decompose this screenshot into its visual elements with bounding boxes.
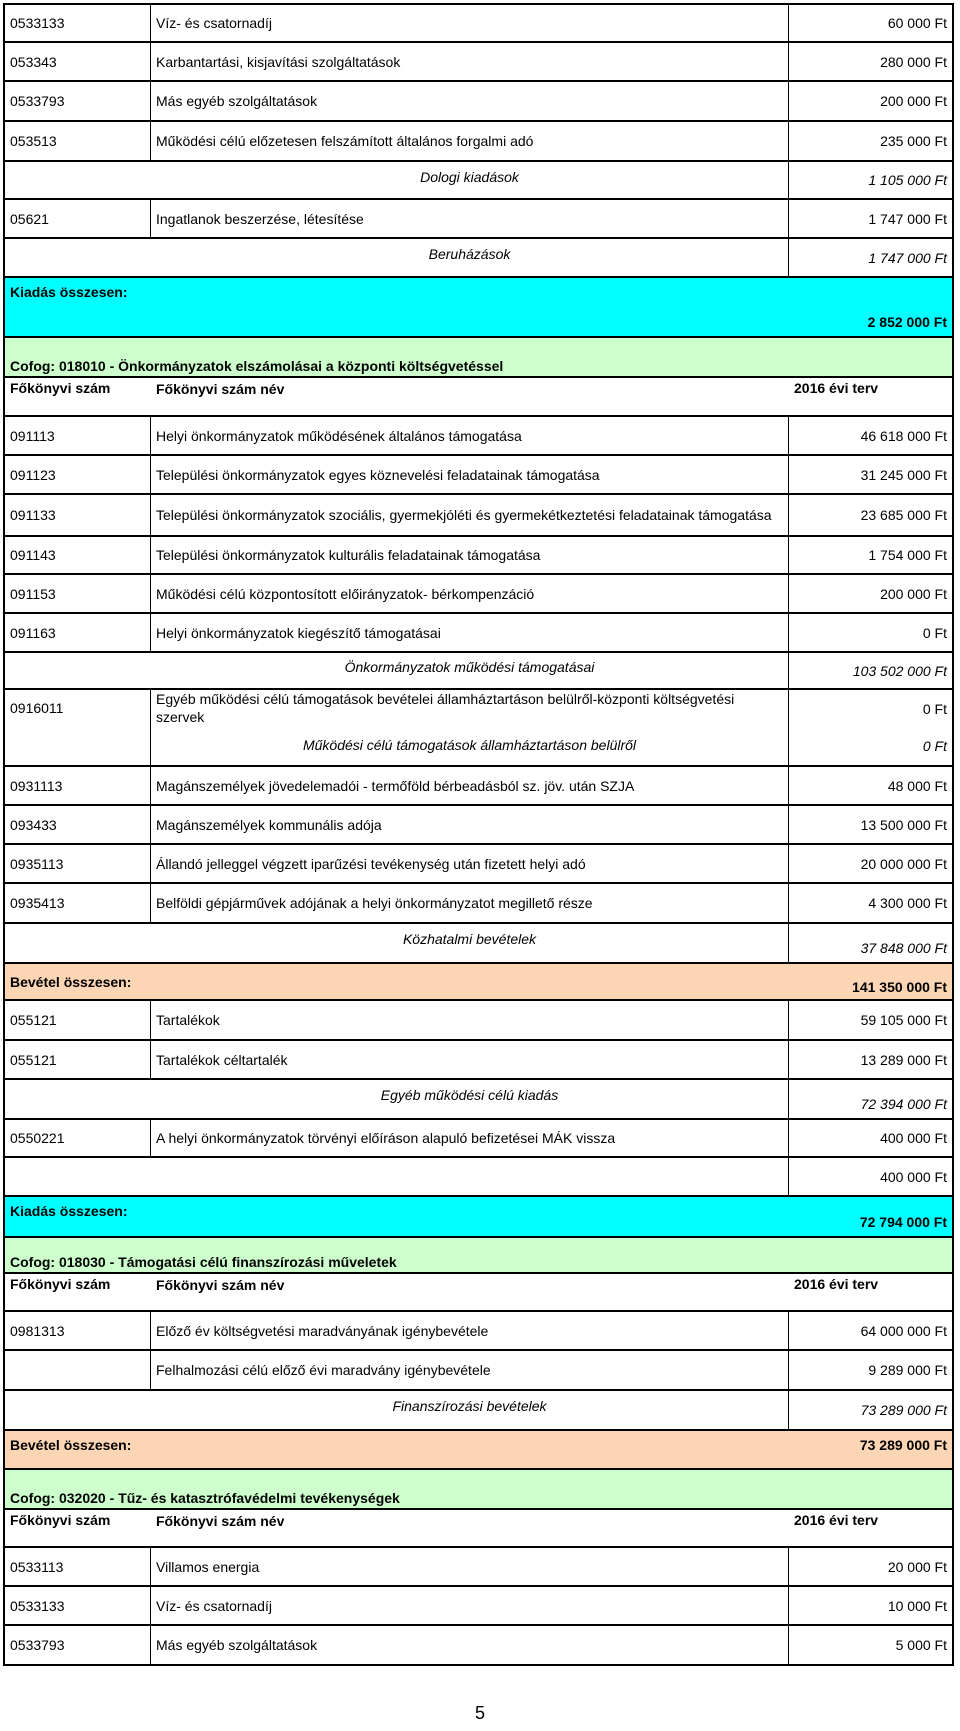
amount: 9 289 000 Ft xyxy=(868,1362,947,1378)
table-row xyxy=(3,1548,954,1587)
account-code: 0931113 xyxy=(5,767,151,804)
table-row xyxy=(3,200,954,239)
subtotal-amount: 0 Ft xyxy=(922,738,947,755)
amount: 46 618 000 Ft xyxy=(860,427,947,444)
amount: 20 000 000 Ft xyxy=(860,855,947,872)
account-name: A helyi önkormányzatok törvényi előíráson alapuló befizetései MÁK vissza xyxy=(151,1120,789,1156)
subtotal-row xyxy=(3,653,954,690)
revenue-total-row xyxy=(3,1431,954,1470)
subtotal-amount: 1 747 000 Ft xyxy=(868,249,947,266)
amount: 13 500 000 Ft xyxy=(860,816,947,833)
account-name: Ingatlanok beszerzése, létesítése xyxy=(151,200,789,237)
amount: 10 000 Ft xyxy=(887,1597,947,1614)
table-row xyxy=(3,417,954,456)
amount: 64 000 000 Ft xyxy=(860,1322,947,1339)
account-code: 091153 xyxy=(5,575,151,612)
account-name: Települési önkormányzatok egyes köznevelési feladatainak támogatása xyxy=(151,456,789,493)
amount: 200 000 Ft xyxy=(880,585,947,602)
account-code: 0981313 xyxy=(5,1312,151,1349)
account-name: Települési önkormányzatok szociális, gyermekjóléti és gyermekétkeztetési feladatainak támogatása xyxy=(151,495,789,535)
column-header-row xyxy=(3,376,954,417)
subtotal-label: Önkormányzatok működési támogatásai xyxy=(151,653,789,688)
subtotal-amount: 1 105 000 Ft xyxy=(868,172,947,188)
account-name: Egyéb működési célú támogatások bevételei államháztartáson belülről-központi költségvetési szervek xyxy=(156,691,735,725)
account-name: Magánszemélyek jövedelemadói - termőföld bérbeadásból sz. jöv. után SZJA xyxy=(151,767,789,804)
table-row xyxy=(3,122,954,162)
subtotal-label: Beruházások xyxy=(151,239,789,276)
account-code: 055121 xyxy=(5,1001,151,1039)
amount: 1 747 000 Ft xyxy=(868,210,947,227)
amount: 59 105 000 Ft xyxy=(860,1012,947,1028)
total-amount: 2 852 000 Ft xyxy=(867,314,947,330)
account-name: Állandó jelleggel végzett iparűzési tevékenység után fizetett helyi adó xyxy=(151,845,789,882)
table-row xyxy=(3,806,954,845)
amount: 48 000 Ft xyxy=(887,777,947,794)
table-row xyxy=(3,1120,954,1158)
subtotal-label: Egyéb működési célú kiadás xyxy=(151,1080,789,1118)
account-code: 0533793 xyxy=(5,1626,151,1664)
account-name: Más egyéb szolgáltatások xyxy=(151,1626,789,1664)
amount: 400 000 Ft xyxy=(880,1130,947,1146)
account-name: Víz- és csatornadíj xyxy=(151,1587,789,1624)
subtotal-label: Közhatalmi bevételek xyxy=(151,924,789,962)
table-row xyxy=(3,614,954,653)
account-name: Belföldi gépjárművek adójának a helyi önkormányzatot megillető része xyxy=(151,884,789,922)
column-header-name: Főkönyvi szám név xyxy=(156,1513,285,1529)
revenue-total-row xyxy=(3,964,954,1001)
table-row xyxy=(3,884,954,924)
column-header-code: Főkönyvi szám xyxy=(10,1276,111,1292)
page-number: 5 xyxy=(474,1703,485,1723)
amount: 280 000 Ft xyxy=(880,53,947,70)
cofog-title: Cofog: 018030 - Támogatási célú finanszírozási műveletek xyxy=(10,1254,397,1270)
account-code: 091163 xyxy=(5,614,151,651)
table-row xyxy=(3,456,954,495)
subtotal-amount: 103 502 000 Ft xyxy=(852,662,947,679)
amount: 200 000 Ft xyxy=(880,93,947,109)
account-code: 0533133 xyxy=(5,5,151,41)
cofog-title: Cofog: 018010 - Önkormányzatok elszámolásai a központi költségvetéssel xyxy=(10,358,504,374)
amount: 20 000 Ft xyxy=(887,1558,947,1575)
table-row xyxy=(3,767,954,806)
amount: 0 Ft xyxy=(922,700,947,717)
column-header-amount: 2016 évi terv xyxy=(794,1512,879,1528)
account-code: 091133 xyxy=(5,495,151,535)
table-row xyxy=(3,82,954,122)
column-header-code: Főkönyvi szám xyxy=(10,380,111,396)
account-name: Más egyéb szolgáltatások xyxy=(151,82,789,120)
column-header-name: Főkönyvi szám név xyxy=(156,381,285,397)
table-row xyxy=(3,1626,954,1666)
account-name: Települési önkormányzatok kulturális feladatainak támogatása xyxy=(151,537,789,573)
account-name: Működési célú előzetesen felszámított általános forgalmi adó xyxy=(151,122,789,160)
table-row-merged xyxy=(3,690,954,767)
subtotal-amount: 72 394 000 Ft xyxy=(860,1096,947,1112)
account-code: 091123 xyxy=(5,456,151,493)
total-amount: 73 289 000 Ft xyxy=(859,1437,947,1453)
subtotal-label: Finanszírozási bevételek xyxy=(151,1391,789,1429)
subtotal-row xyxy=(3,1080,954,1120)
subtotal-row xyxy=(3,1158,954,1197)
total-amount: 141 350 000 Ft xyxy=(852,979,947,995)
amount: 60 000 Ft xyxy=(887,15,947,31)
column-header-row xyxy=(3,1272,954,1312)
expense-total-row xyxy=(3,1197,954,1238)
cofog-header xyxy=(3,1470,954,1508)
table-row xyxy=(3,3,954,43)
amount: 5 000 Ft xyxy=(895,1637,947,1653)
amount: 0 Ft xyxy=(922,624,947,641)
subtotal-row xyxy=(3,162,954,200)
account-name: Helyi önkormányzatok kiegészítő támogatásai xyxy=(151,614,789,651)
table-row xyxy=(3,1041,954,1080)
account-name: Villamos energia xyxy=(151,1548,789,1585)
cofog-header xyxy=(3,338,954,376)
total-label: Kiadás összesen: xyxy=(10,284,128,300)
cofog-title: Cofog: 032020 - Tűz- és katasztrófavédelmi tevékenységek xyxy=(10,1490,400,1506)
expense-total-row xyxy=(3,278,954,338)
account-name: Tartalékok céltartalék xyxy=(151,1041,789,1078)
amount: 13 289 000 Ft xyxy=(860,1051,947,1068)
subtotal-row xyxy=(3,239,954,278)
column-header-code: Főkönyvi szám xyxy=(10,1512,111,1528)
table-row xyxy=(3,1587,954,1626)
table-row xyxy=(3,1312,954,1351)
account-code: 053343 xyxy=(5,43,151,80)
table-row xyxy=(3,575,954,614)
account-name: Előző év költségvetési maradványának igénybevétele xyxy=(151,1312,789,1349)
account-code: 091143 xyxy=(5,537,151,573)
table-row xyxy=(3,43,954,82)
account-code: 053513 xyxy=(5,122,151,160)
subtotal-amount: 400 000 Ft xyxy=(880,1168,947,1185)
subtotal-row xyxy=(3,924,954,964)
column-header-amount: 2016 évi terv xyxy=(794,380,879,396)
account-name: Magánszemélyek kommunális adója xyxy=(151,806,789,843)
column-header-name: Főkönyvi szám név xyxy=(156,1277,285,1293)
account-code: 0935413 xyxy=(5,884,151,922)
account-code: 0533133 xyxy=(5,1587,151,1624)
subtotal-label: Működési célú támogatások államháztartáson belülről xyxy=(302,737,637,753)
table-row xyxy=(3,495,954,537)
account-name: Helyi önkormányzatok működésének általános támogatása xyxy=(151,417,789,454)
account-code: 05621 xyxy=(5,200,151,237)
account-name: Tartalékok xyxy=(151,1001,789,1039)
table-row xyxy=(3,537,954,575)
total-label: Bevétel összesen: xyxy=(10,1437,132,1453)
table-row xyxy=(3,845,954,884)
amount: 31 245 000 Ft xyxy=(860,466,947,483)
account-code: 0533793 xyxy=(5,82,151,120)
total-label: Kiadás összesen: xyxy=(10,1203,128,1219)
subtotal-label: Dologi kiadások xyxy=(151,162,789,198)
account-code: 0916011 xyxy=(5,690,151,765)
amount: 23 685 000 Ft xyxy=(860,507,947,523)
cofog-header xyxy=(3,1238,954,1272)
total-amount: 72 794 000 Ft xyxy=(859,1214,947,1230)
account-code xyxy=(5,1351,151,1389)
subtotal-row xyxy=(3,1391,954,1431)
account-name: Működési célú központosított előirányzatok- bérkompenzáció xyxy=(151,575,789,612)
subtotal-amount: 37 848 000 Ft xyxy=(860,940,947,956)
account-code: 093433 xyxy=(5,806,151,843)
account-name: Víz- és csatornadíj xyxy=(151,5,789,41)
subtotal-amount: 73 289 000 Ft xyxy=(860,1402,947,1418)
account-code: 0533113 xyxy=(5,1548,151,1585)
account-code: 091113 xyxy=(5,417,151,454)
table-row xyxy=(3,1351,954,1391)
amount: 1 754 000 Ft xyxy=(868,547,947,563)
account-code: 0550221 xyxy=(5,1120,151,1156)
account-code: 0935113 xyxy=(5,845,151,882)
amount: 235 000 Ft xyxy=(880,133,947,149)
amount: 4 300 000 Ft xyxy=(868,895,947,911)
total-label: Bevétel összesen: xyxy=(10,973,132,990)
account-code: 055121 xyxy=(5,1041,151,1078)
column-header-row xyxy=(3,1508,954,1548)
table-row xyxy=(3,1001,954,1041)
account-name: Karbantartási, kisjavítási szolgáltatások xyxy=(151,43,789,80)
column-header-amount: 2016 évi terv xyxy=(794,1276,879,1292)
account-name: Felhalmozási célú előző évi maradvány igénybevétele xyxy=(151,1351,789,1389)
